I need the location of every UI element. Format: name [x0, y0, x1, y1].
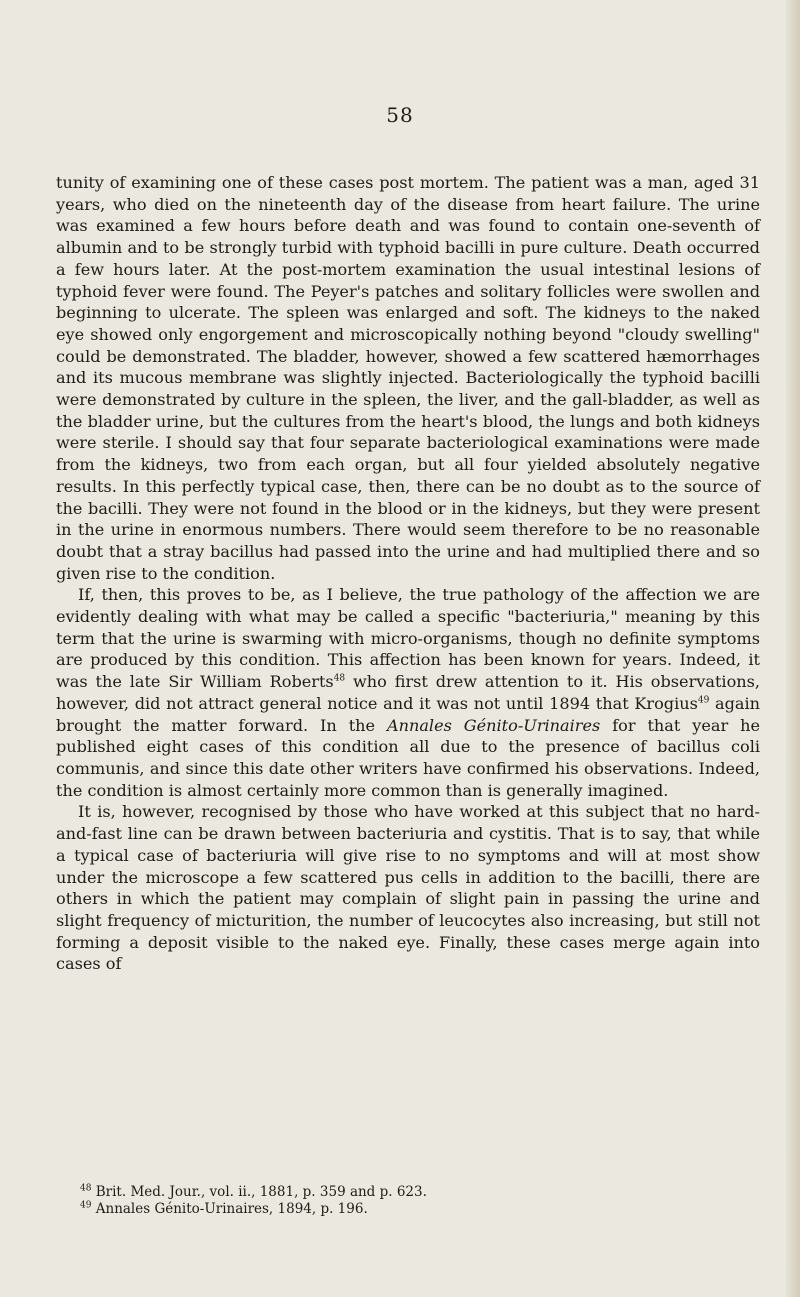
paragraph-2-text-a: If, then, this proves to be, as I believe, the true pathology of the affection we are evidently dealing with what may be called a specific "bacteriuria," meaning by this term that the urine is swarming with micro-organisms, though no definite symptoms are produced by this condition. This affection has been known for years. Indeed, it was the late Sir William Roberts	[56, 585, 760, 692]
paragraph-2-text-b: who first drew attention to it. His observations, however, did not attract general notice and it was not until 1894 that Krogius	[56, 672, 761, 713]
body-text	[56, 172, 760, 975]
footnote-ref-49: 49	[697, 695, 710, 706]
footnote-48	[80, 1184, 760, 1201]
footnote-text: Annales Génito-Urinaires, 1894, p. 196.	[91, 1201, 368, 1217]
page-number: 58	[386, 103, 414, 127]
footnote-text: Brit. Med. Jour., vol. ii., 1881, p. 359 and p. 623.	[91, 1184, 427, 1200]
footnote-mark: 49	[80, 1200, 92, 1211]
paragraph-2	[56, 584, 760, 801]
footnote-49	[80, 1201, 760, 1218]
paragraph-1: tunity of examining one of these cases post mortem. The patient was a man, aged 31 years, who died on the nineteenth day of the disease from heart failure. The urine was examined a few hours before death and was found to contain one-seventh of albumin and to be strongly turbid with typhoid bacilli in pure culture. Death occurred a few hours later. At the post-mortem examination the usual intestinal lesions of typhoid fever were found. The Peyer's patches and solitary follicles were swollen and beginning to ulcerate. The spleen was enlarged and soft. The kidneys to the naked eye showed only engorgement and microscopically nothing beyond "cloudy swelling" could be demonstrated. The bladder, however, showed a few scattered hæmorrhages and its mucous membrane was slightly injected. Bacteriologically the typhoid bacilli were demonstrated by culture in the spleen, the liver, and the gall-bladder, as well as the bladder urine, but the cultures from the heart's blood, the lungs and both kidneys were sterile. I should say that four separate bacteriological examinations were made from the kidneys, two from each organ, but all four yielded absolutely negative results. In this perfectly typical case, then, there can be no doubt as to the source of the bacilli. They were not found in the blood or in the kidneys, but they were present in the urine in enormous numbers. There would seem therefore to be no reasonable doubt that a stray bacillus had passed into the urine and had multiplied there and so given rise to the condition.	[56, 173, 760, 583]
footnotes	[80, 1184, 760, 1218]
paragraph-2-text-c: again brought the matter forward. In the	[56, 693, 760, 735]
paragraph-3: It is, however, recognised by those who have worked at this subject that no hard-and-fast line can be drawn between bacteriuria and cystitis. That is to say, that while a typical case of bacteriuria will give rise to no symptoms and will at most show under the microscope a few scattered pus cells in addition to the bacilli, there are others in which the patient may complain of slight pain in passing the urine and slight frequency of micturition, the number of leucocytes also increasing, but still not forming a deposit visible to the naked eye. Finally, these cases merge again into cases of	[56, 802, 760, 974]
journal-title: Annales Génito-Urinaires	[386, 715, 601, 735]
footnote-mark: 48	[80, 1183, 92, 1194]
paragraph-2-text-d: for that year he published eight cases of this condition all due to the presence of bacillus coli communis, and since this date other writers have confirmed his observations. Indeed, the condition is almost certainly more common than is generally imagined.	[56, 715, 760, 800]
page-edge	[786, 0, 800, 1297]
footnote-ref-48: 48	[333, 673, 346, 684]
